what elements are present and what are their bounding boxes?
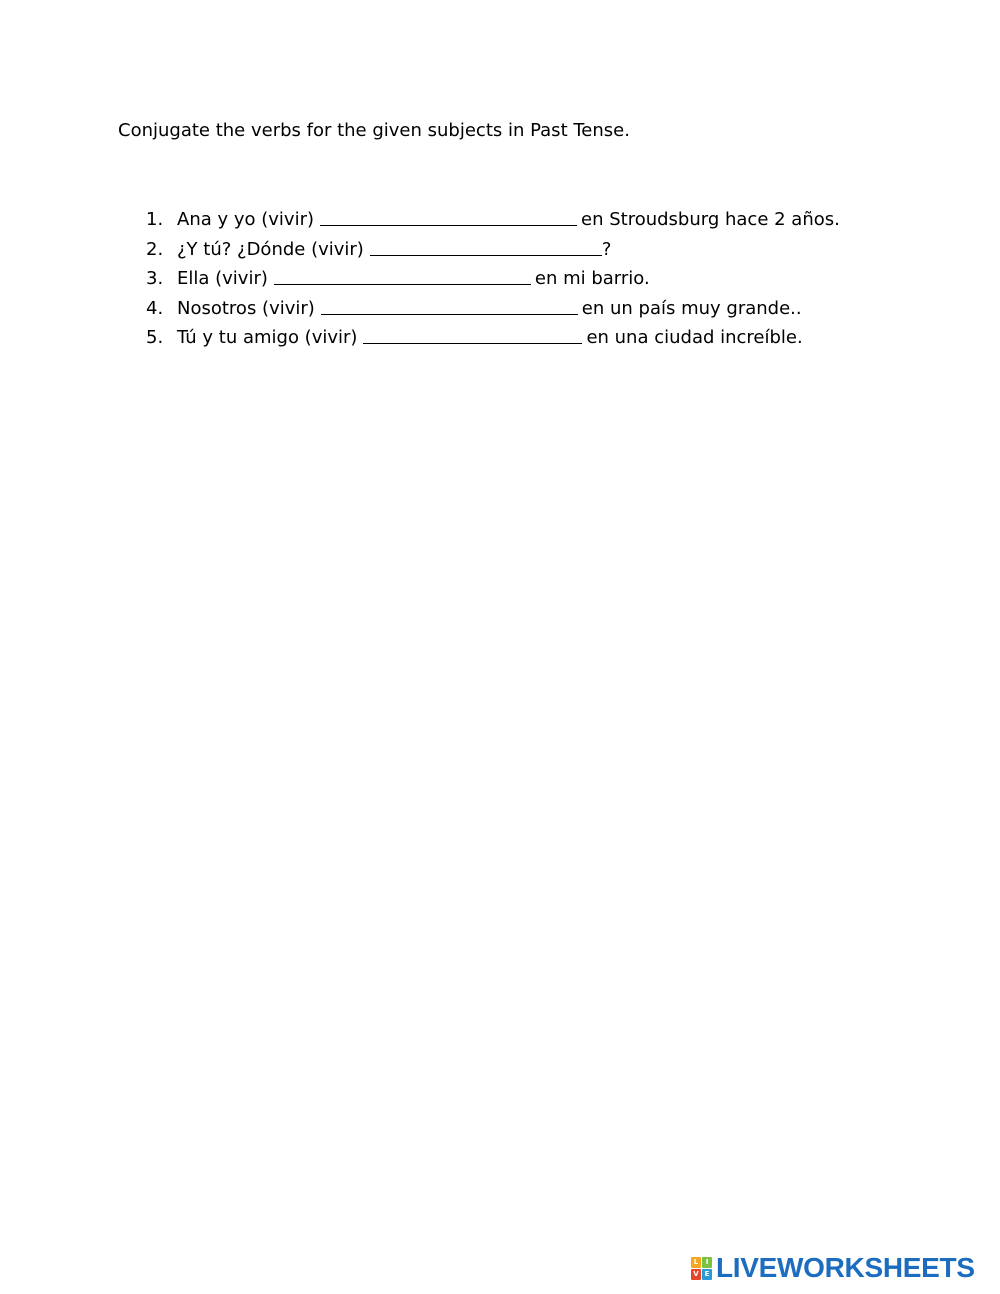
answer-blank[interactable] xyxy=(321,313,578,315)
exercise-item-1 xyxy=(146,205,840,235)
exercise-prompt: ¿Y tú? ¿Dónde (vivir) xyxy=(177,238,364,260)
exercise-item-2 xyxy=(146,235,840,265)
exercise-continuation: en un país muy grande.. xyxy=(581,297,802,319)
exercise-item-4 xyxy=(146,294,840,324)
exercise-number: 1. xyxy=(146,209,164,230)
answer-blank[interactable] xyxy=(363,342,582,344)
logo-mark-tile: I xyxy=(702,1257,712,1268)
logo-mark-tile: V xyxy=(691,1269,701,1280)
exercise-continuation: en Stroudsburg hace 2 años. xyxy=(581,209,840,230)
exercise-number: 5. xyxy=(146,327,164,349)
exercise-continuation: ? xyxy=(601,238,612,260)
exercise-prompt: Ella (vivir) xyxy=(177,268,268,290)
exercise-prompt: Ana y yo (vivir) xyxy=(177,209,314,230)
exercise-number: 4. xyxy=(146,297,164,319)
exercise-continuation: en mi barrio. xyxy=(534,268,650,290)
exercise-prompt: Tú y tu amigo (vivir) xyxy=(177,327,358,349)
logo-mark-tile: L xyxy=(691,1257,701,1268)
exercise-item-3 xyxy=(146,264,840,294)
exercise-list xyxy=(146,205,840,353)
exercise-prompt: Nosotros (vivir) xyxy=(177,297,315,319)
exercise-continuation: en una ciudad increíble. xyxy=(586,327,803,349)
answer-blank[interactable] xyxy=(320,224,577,226)
answer-blank[interactable] xyxy=(274,283,531,285)
logo-text: LIVEWORKSHEETS xyxy=(716,1252,975,1283)
liveworksheets-logo[interactable] xyxy=(691,1254,975,1282)
exercise-number: 2. xyxy=(146,238,164,260)
logo-mark-tile: E xyxy=(702,1269,712,1280)
exercise-number: 3. xyxy=(146,268,164,290)
liveworksheets-logo-icon xyxy=(691,1257,712,1280)
exercise-item-5 xyxy=(146,323,840,353)
instructions: Conjugate the verbs for the given subjects in Past Tense. xyxy=(118,120,630,141)
answer-blank[interactable] xyxy=(370,254,602,256)
